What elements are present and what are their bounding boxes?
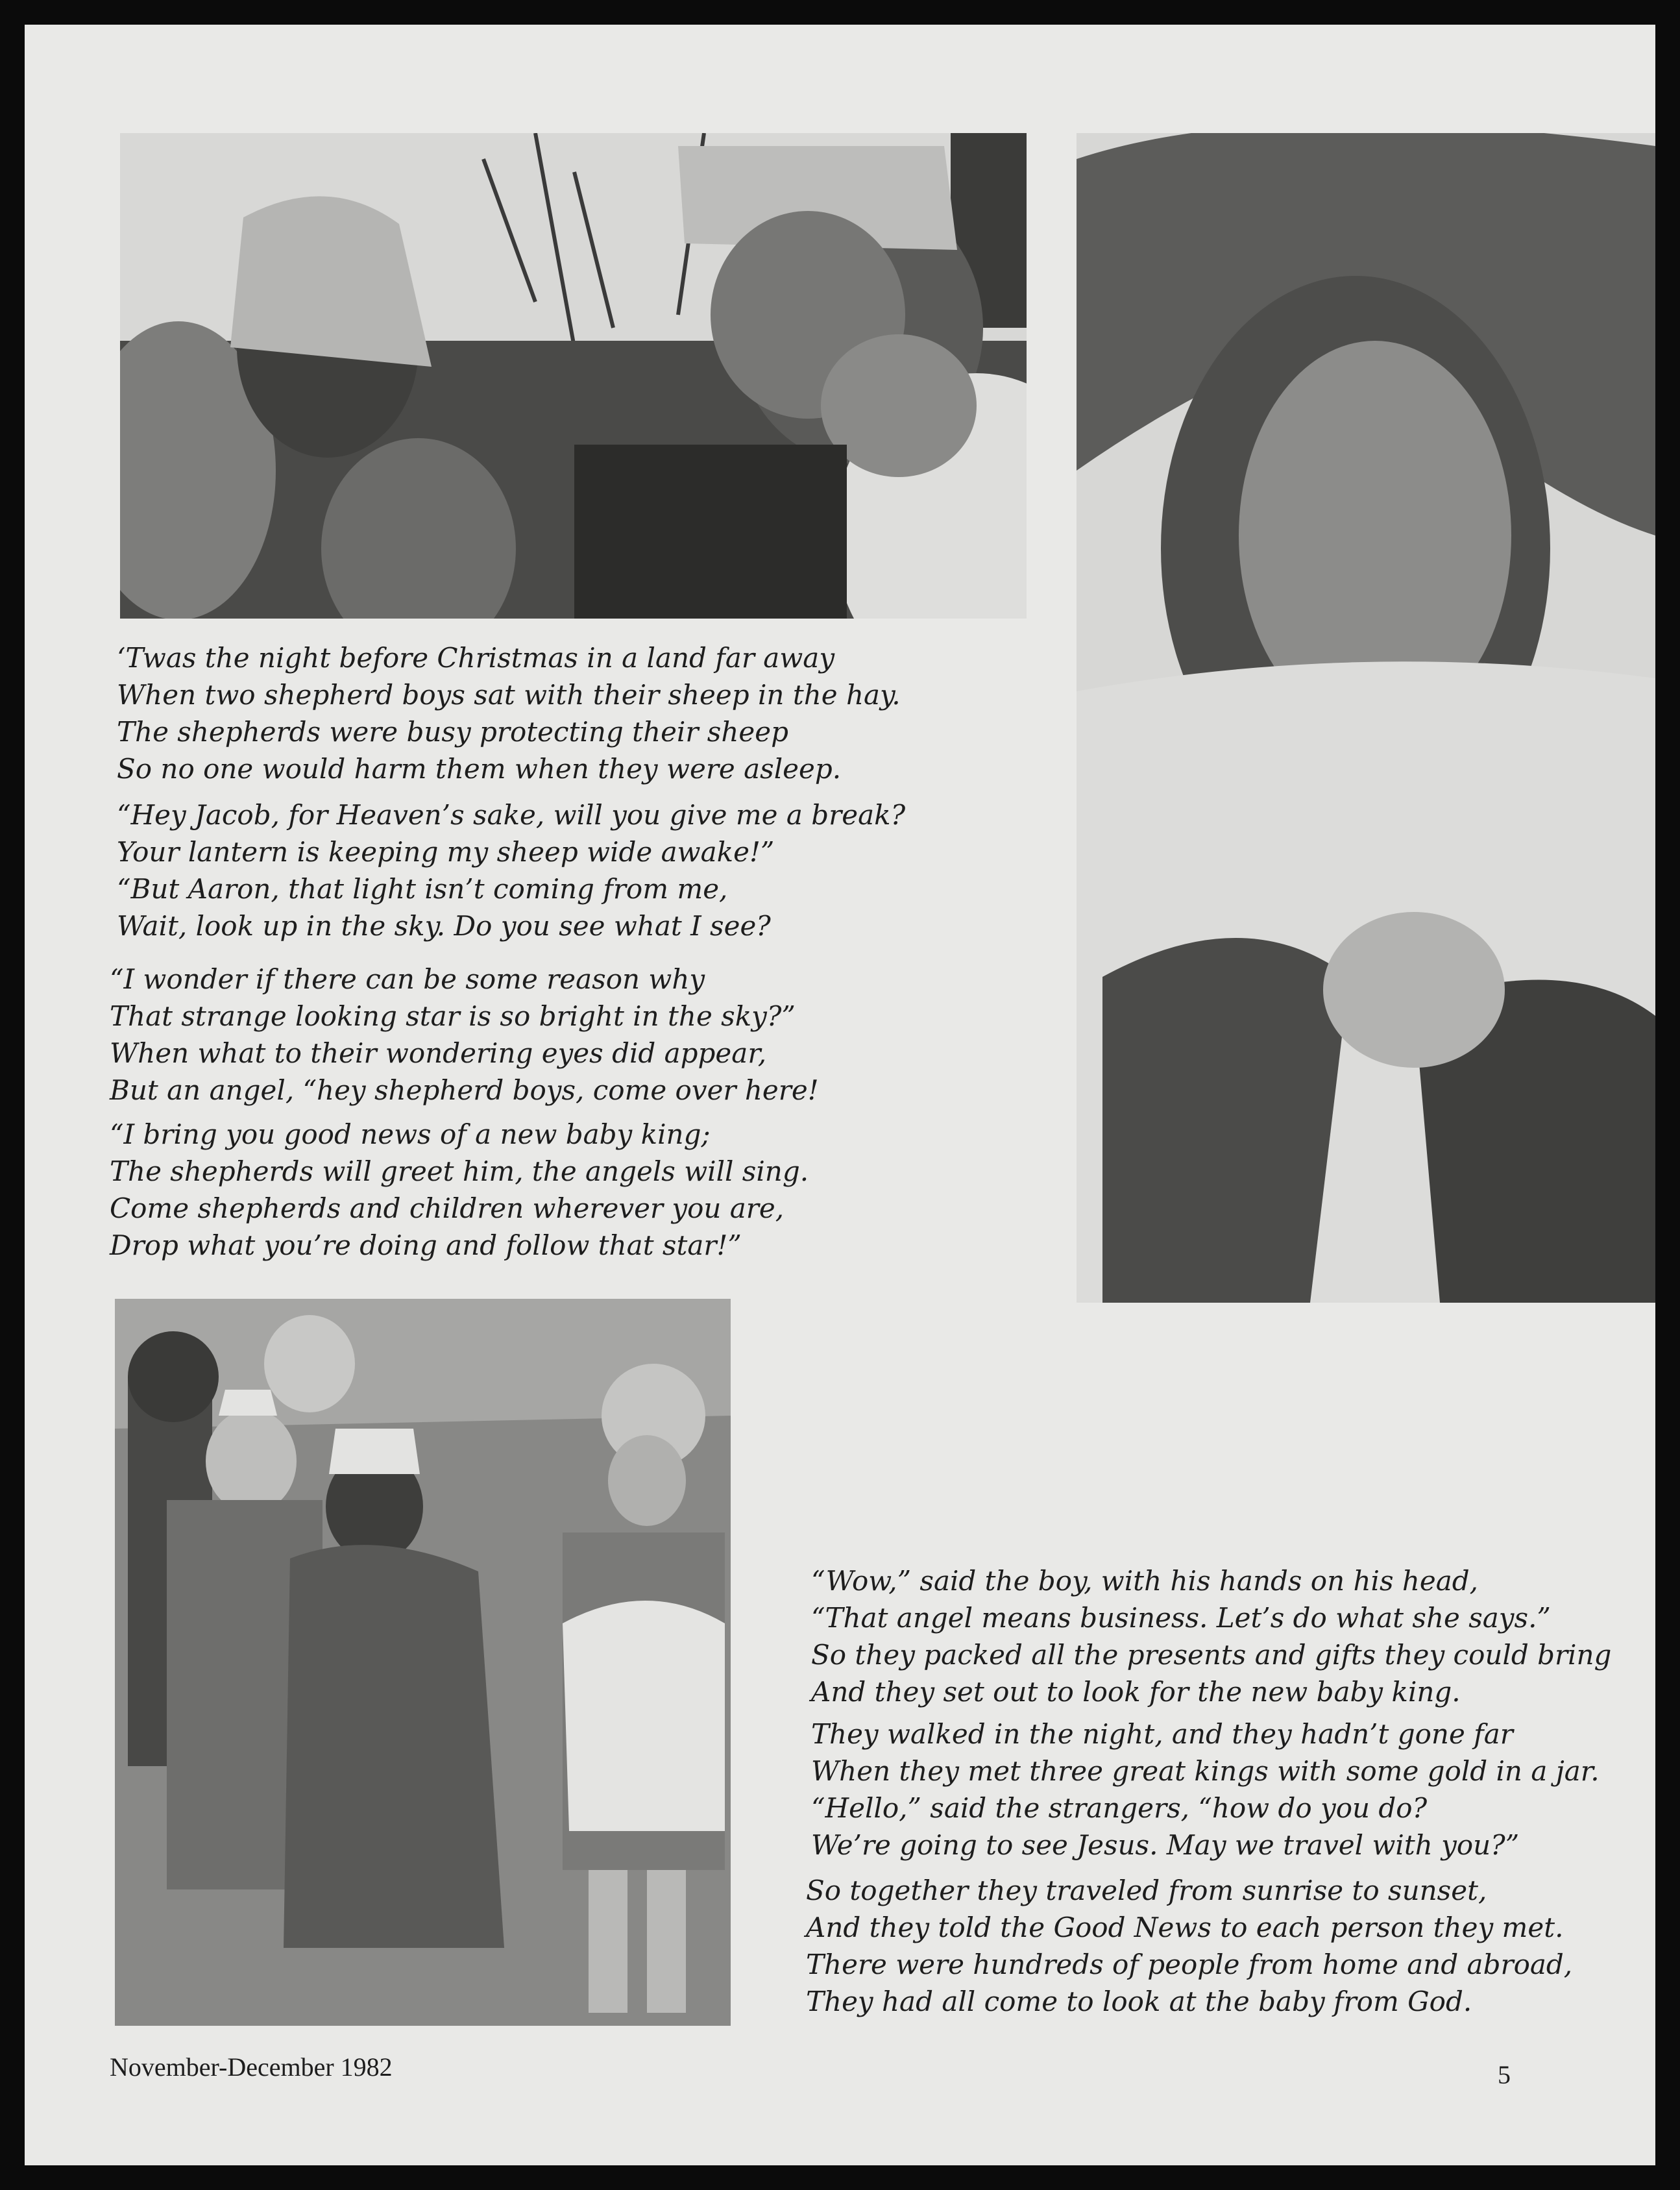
poem-line: ‘Twas the night before Christmas in a land far away [117,642,835,674]
poem-line: Your lantern is keeping my sheep wide awake!” [117,836,775,868]
page-number: 5 [1498,2060,1511,2089]
poem-stanza-2 [117,796,905,944]
poem-line: When two shepherd boys sat with their sheep in the hay. [117,679,901,711]
poem-line: They walked in the night, and they hadn’t gone far [811,1718,1513,1750]
photo-costumed-children [115,1299,731,2026]
poem-line: So no one would harm them when they were asleep. [117,753,842,785]
poem-line: Wait, look up in the sky. Do you see what I see? [117,910,771,942]
poem-line: “I bring you good news of a new baby king; [110,1118,711,1150]
magazine-page [25,25,1655,2165]
issue-date: November-December 1982 [110,2052,393,2082]
poem-line: When they met three great kings with some gold in a jar. [811,1755,1600,1787]
poem-line: “That angel means business. Let’s do what she says.” [811,1602,1551,1634]
poem-line: “Hey Jacob, for Heaven’s sake, will you give me a break? [117,799,906,831]
poem-stanza-3 [110,961,819,1109]
poem-stanza-6 [811,1716,1600,1864]
poem-line: The shepherds will greet him, the angels will sing. [110,1155,809,1187]
poem-line: We’re going to see Jesus. May we travel with you?” [811,1829,1520,1861]
poem-line: And they told the Good News to each person they met. [806,1912,1564,1943]
poem-line: That strange looking star is so bright in the sky?” [110,1000,796,1032]
photo-shepherd-boys-image [120,133,1027,619]
poem-line: When what to their wondering eyes did appear, [110,1037,767,1069]
poem-line: So they packed all the presents and gifts they could bring [811,1639,1612,1671]
poem-line: “I wonder if there can be some reason why [110,963,705,995]
poem-line: “Hello,” said the strangers, “how do you do? [811,1792,1428,1824]
poem-stanza-4 [110,1116,809,1264]
poem-line: “Wow,” said the boy, with his hands on his head, [811,1565,1479,1597]
poem-line: They had all come to look at the baby from God. [806,1986,1472,2017]
poem-line: “But Aaron, that light isn’t coming from me, [117,873,728,905]
photo-shepherd-boys [120,133,1027,619]
poem-stanza-1 [117,639,901,787]
photo-angel-child-image [1077,133,1655,1303]
poem-line: So together they traveled from sunrise to sunset, [806,1875,1487,1906]
poem-line: But an angel, “hey shepherd boys, come over here! [110,1074,819,1106]
photo-angel-child [1077,133,1655,1303]
poem-stanza-5 [811,1562,1611,1710]
poem-line: There were hundreds of people from home and abroad, [806,1949,1573,1980]
photo-costumed-children-image [115,1299,731,2026]
poem-stanza-7 [806,1872,1572,2020]
poem-line: Come shepherds and children wherever you are, [110,1192,785,1224]
poem-line: Drop what you’re doing and follow that star!” [110,1229,742,1261]
poem-line: And they set out to look for the new baby king. [811,1676,1461,1708]
poem-line: The shepherds were busy protecting their sheep [117,716,788,748]
